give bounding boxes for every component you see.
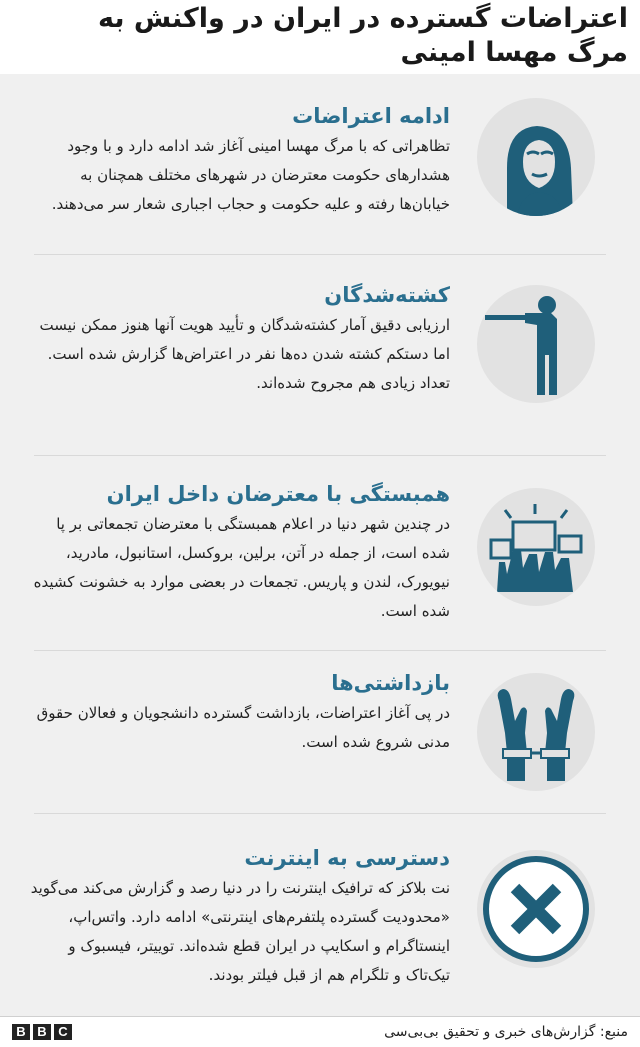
bbc-logo [12,1024,72,1040]
section-body: تظاهراتی که با مرگ مهسا امینی آغاز شد ادامه دارد و با وجود هشدارهای حکومت معترضان در شهرهای مختلف همچنان به خیابان‌ها رفته و علیه حکومت و حجاب اجباری شعار سر می‌دهند. [51,137,450,213]
section-body: در پی آغاز اعتراضات، بازداشت گسترده دانشجویان و فعالان حقوق مدنی شروع شده است. [36,704,450,751]
logo-letter: B [33,1024,51,1040]
header [0,0,640,74]
cross-icon [477,850,595,968]
section-heading: همبستگی با معترضان داخل ایران [106,482,450,506]
section-casualties [0,255,640,455]
logo-letter: B [12,1024,30,1040]
section-solidarity [0,456,640,650]
section-heading: ادامه اعتراضات [292,104,450,128]
section-protests [0,74,640,254]
section-internet [0,814,640,1016]
section-heading: کشته‌شدگان [324,283,450,307]
section-body: در چندین شهر دنیا در اعلام همبستگی با معترضان تجمعاتی بر پا شده است، از جمله در آتن، برلین، بروکسل، استانبول، مادرید، نیویورک، لندن و پاریس. تجمعات در بعضی موارد به خشونت کشیده شده است. [33,515,450,620]
footer [0,1016,640,1047]
handcuffs-icon [477,673,595,791]
portrait-icon [477,98,595,216]
section-body: نت بلاکز که ترافیک اینترنت را در دنیا رصد و گزارش می‌کند می‌گوید «محدودیت گسترده پلتفرم‌های اینترنتی» ادامه دارد. واتس‌اپ، اینستاگرام و اسکایپ در ایران قطع شده‌اند. توییتر، فیسبوک و تیک‌تاک و تلگرام هم از قبل فیلتر بودند. [30,879,450,984]
logo-letter: C [54,1024,72,1040]
section-body: ارزیابی دقیق آمار کشته‌شدگان و تأیید هویت آنها هنوز ممکن نیست اما دستکم کشته شدن ده‌ها نفر در اعتراض‌ها گزارش شده است. تعداد زیادی هم مجروح شده‌اند. [39,316,450,392]
section-heading: دسترسی به اینترنت [244,846,450,870]
rifle-figure-icon [477,285,595,403]
source-note: منبع: گزارش‌های خبری و تحقیق بی‌بی‌سی [384,1024,628,1040]
page-title: اعتراضات گسترده در ایران در واکنش به مرگ مهسا امینی [97,3,628,68]
section-heading: بازداشتی‌ها [331,671,450,695]
section-detentions [0,651,640,813]
protest-crowd-icon [477,488,595,606]
